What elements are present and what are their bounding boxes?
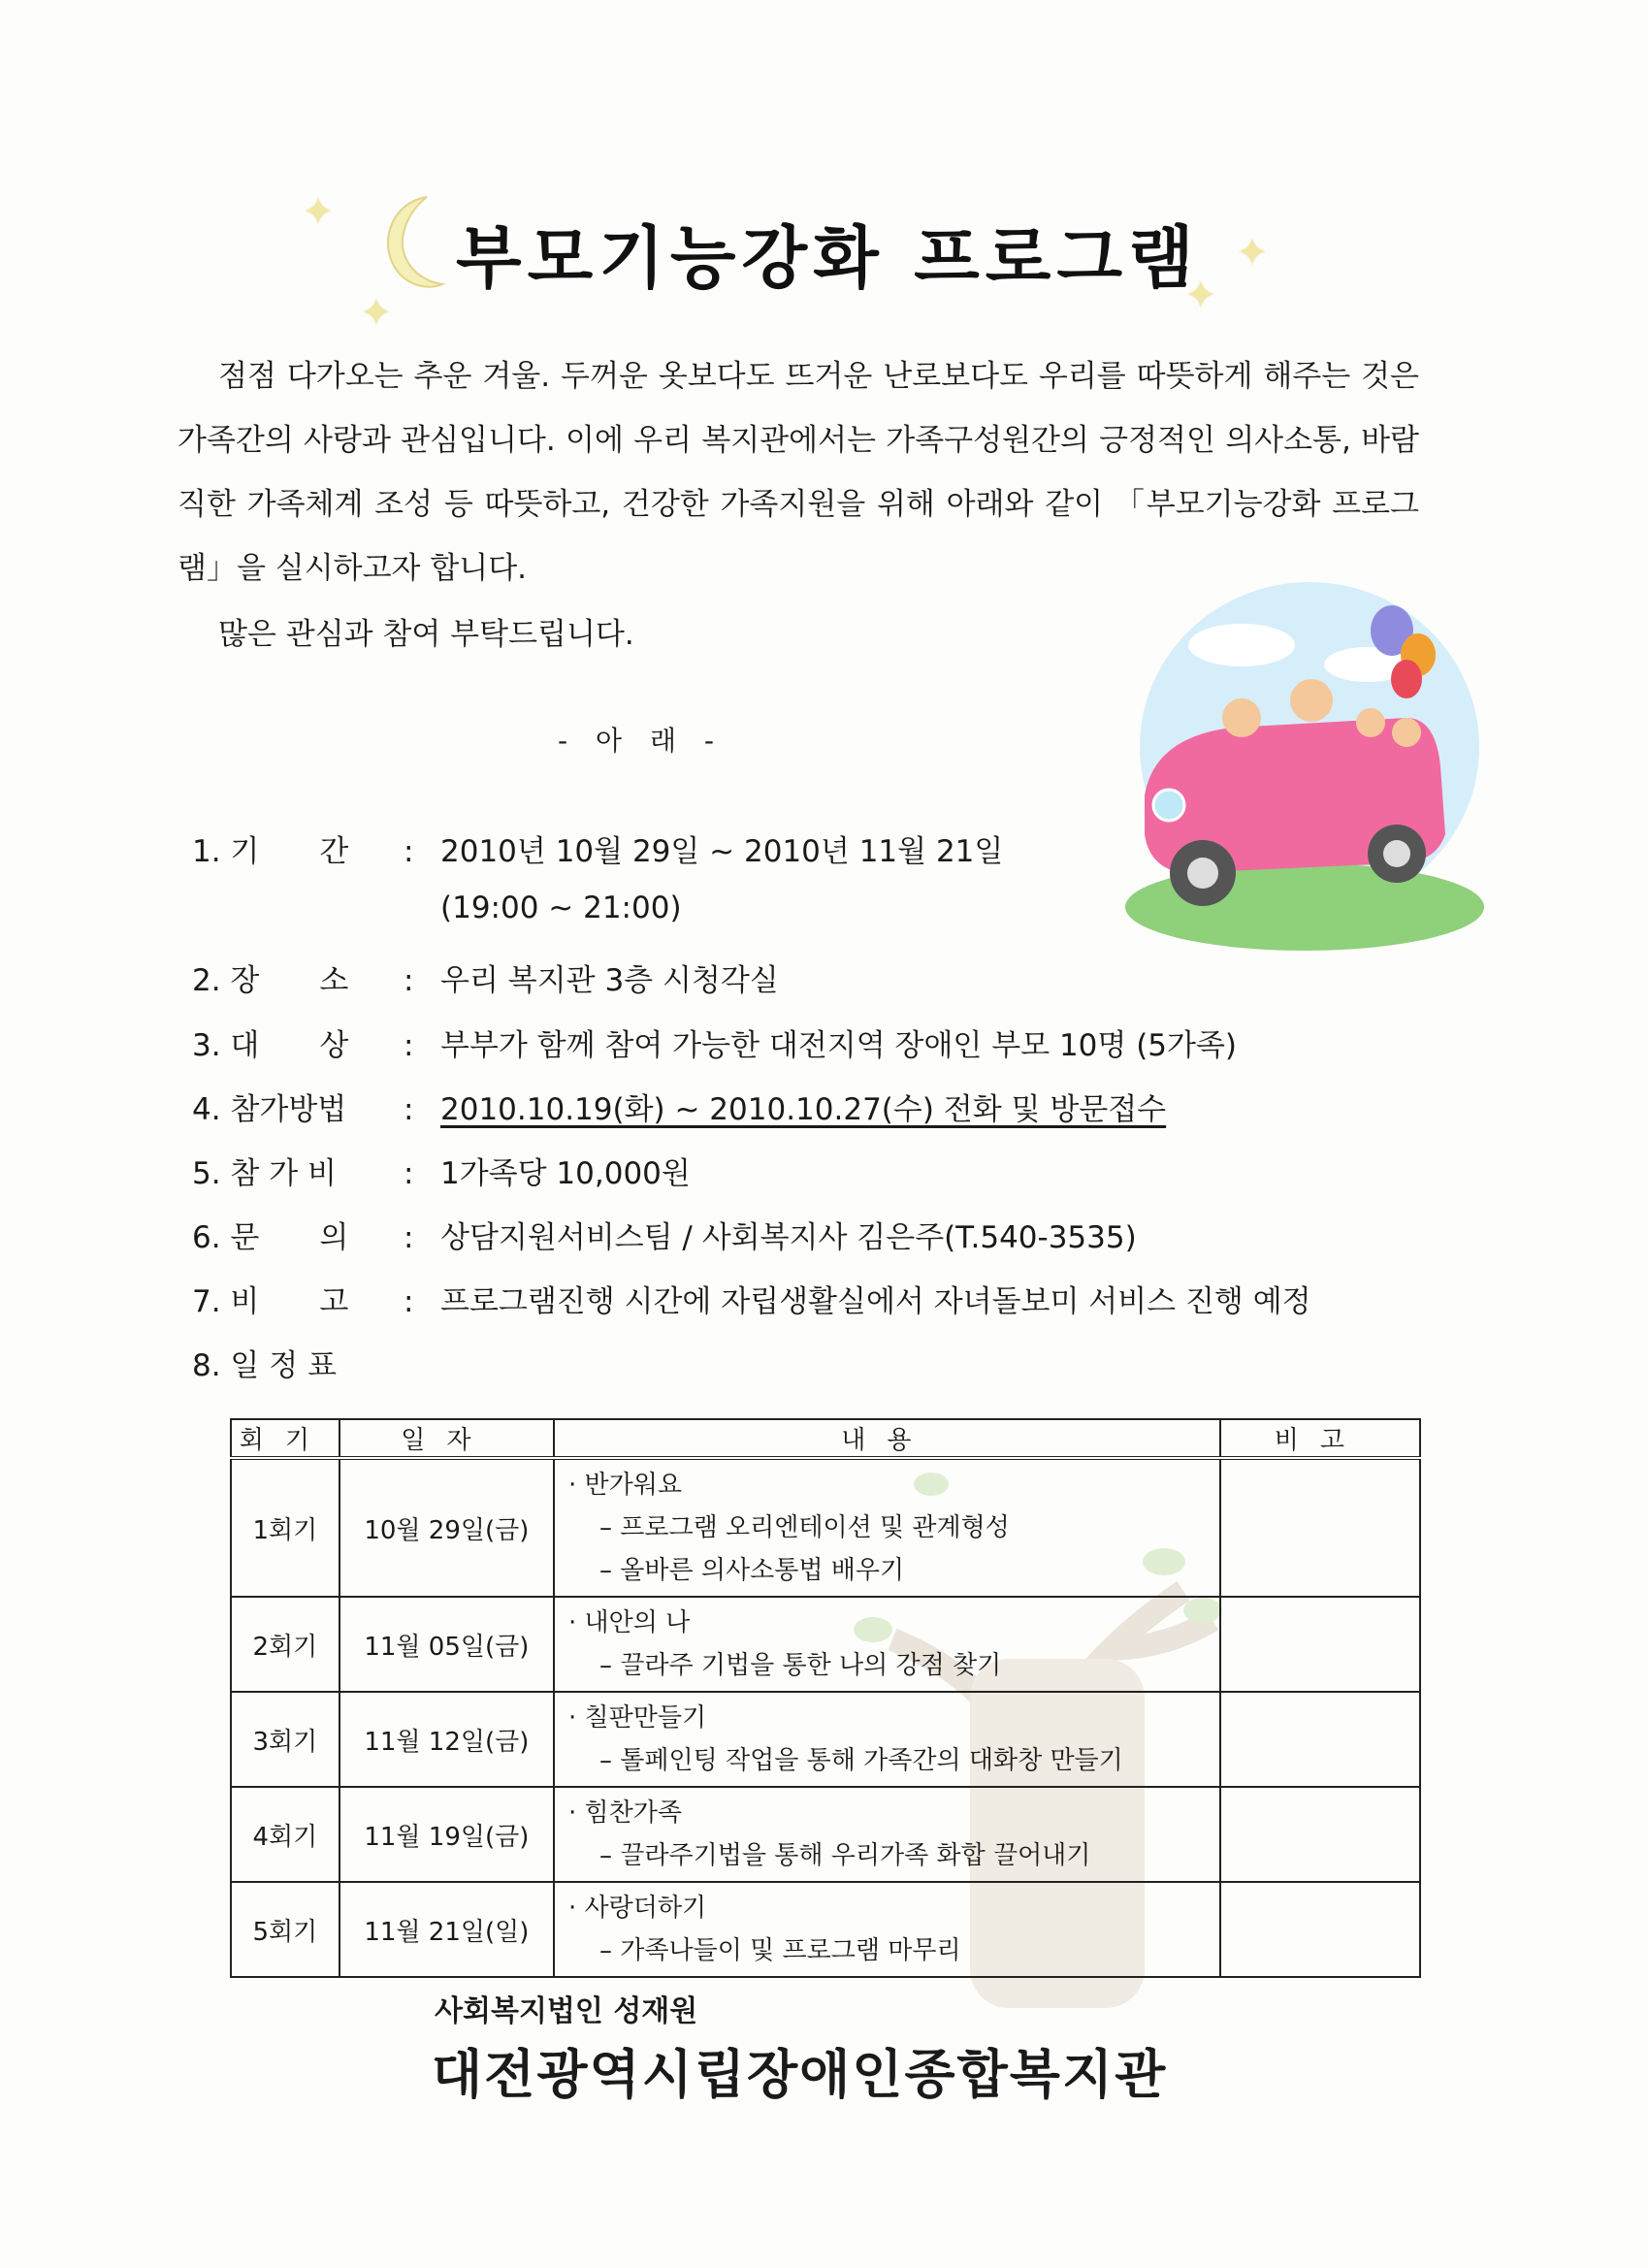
session-cell: 2회기 xyxy=(231,1597,340,1692)
note-cell xyxy=(1220,1458,1420,1597)
session-cell: 1회기 xyxy=(231,1458,340,1597)
content-cell: · 힘찬가족 – 끌라주기법을 통해 우리가족 화합 끌어내기 xyxy=(554,1787,1220,1882)
organization-name: 대전광역시립장애인종합복지관 xyxy=(432,2044,1168,2105)
column-header: 비고 xyxy=(1220,1419,1420,1458)
colon: : xyxy=(404,1092,414,1127)
session-cell: 5회기 xyxy=(231,1882,340,1977)
star-icon: ✦ xyxy=(1237,231,1268,274)
schedule-table xyxy=(230,1418,1421,1978)
column-header: 일자 xyxy=(340,1419,554,1458)
notice-heading: - 아 래 - xyxy=(558,725,725,757)
detail-location: 2. 장 소 : 우리 복지관 3층 시청각실 xyxy=(192,963,779,998)
table-header-row xyxy=(231,1419,1420,1458)
detail-fee: 5. 참 가 비 : 1가족당 10,000원 xyxy=(192,1156,691,1191)
content-cell: · 사랑더하기 – 가족나들이 및 프로그램 마무리 xyxy=(554,1882,1220,1977)
note-cell xyxy=(1220,1882,1420,1977)
table-row xyxy=(231,1787,1420,1882)
table-row xyxy=(231,1692,1420,1787)
detail-target: 3. 대 상 : 부부가 함께 참여 가능한 대전지역 장애인 부모 10명 (5가족) xyxy=(192,1028,1237,1063)
colon: : xyxy=(404,1220,414,1255)
colon: : xyxy=(404,834,414,869)
detail-contact: 6. 문 의 : 상담지원서비스팀 / 사회복지사 김은주(T.540-3535) xyxy=(192,1220,1137,1255)
date-cell: 10월 29일(금) xyxy=(340,1458,554,1597)
intro-closing: 많은 관심과 참여 부탁드립니다. xyxy=(218,617,634,652)
detail-application: 4. 참가방법 : 2010.10.19(화) ~ 2010.10.27(수) 전화 및 방문접수 xyxy=(192,1092,1167,1127)
content-cell: · 칠판만들기 – 톨페인팅 작업을 통해 가족간의 대화창 만들기 xyxy=(554,1692,1220,1787)
content-cell: · 반가워요 – 프로그램 오리엔테이션 및 관계형성 – 올바른 의사소통법 배우기 xyxy=(554,1458,1220,1597)
table-row xyxy=(231,1458,1420,1597)
family-car-illustration xyxy=(1116,572,1494,951)
column-header: 내용 xyxy=(554,1419,1220,1458)
page-title: 부모기능강화 프로그램 xyxy=(456,218,1200,298)
session-cell: 3회기 xyxy=(231,1692,340,1787)
note-cell xyxy=(1220,1597,1420,1692)
date-cell: 11월 05일(금) xyxy=(340,1597,554,1692)
foundation-name: 사회복지법인 성재원 xyxy=(435,1994,698,2028)
detail-time: (19:00 ~ 21:00) xyxy=(440,891,682,925)
intro-paragraph: 점점 다가오는 추운 겨울. 두꺼운 옷보다도 뜨거운 난로보다도 우리를 따뜻하게 해주는 것은 가족간의 사랑과 관심입니다. 이에 우리 복지관에서는 가족구성원간의 긍정적인 의사소통, 바람직한 가족체계 조성 등 따뜻하고, 건강한 가족지원을 위해 아래와 같이 「부모기능강화 프로그램」을 실시하고자 합니다. xyxy=(178,359,1419,586)
detail-remarks: 7. 비 고 : 프로그램진행 시간에 자립생활실에서 자녀돌보미 서비스 진행 예정 xyxy=(192,1284,1311,1319)
colon: : xyxy=(404,963,414,998)
column-header: 회기 xyxy=(231,1419,340,1458)
date-cell: 11월 21일(일) xyxy=(340,1882,554,1977)
star-icon: ✦ xyxy=(303,190,334,233)
note-cell xyxy=(1220,1787,1420,1882)
detail-schedule-heading: 8. 일 정 표 xyxy=(192,1348,337,1383)
table-row xyxy=(231,1597,1420,1692)
intro-text xyxy=(178,344,1419,600)
note-cell xyxy=(1220,1692,1420,1787)
session-cell: 4회기 xyxy=(231,1787,340,1882)
content-cell: · 내안의 나 – 끌라주 기법을 통한 나의 강점 찾기 xyxy=(554,1597,1220,1692)
colon: : xyxy=(404,1028,414,1063)
table-row xyxy=(231,1882,1420,1977)
star-icon: ✦ xyxy=(1185,274,1216,316)
detail-period: 1. 기 간 : 2010년 10월 29일 ~ 2010년 11월 21일 xyxy=(192,834,1004,869)
star-icon: ✦ xyxy=(361,291,392,334)
date-cell: 11월 19일(금) xyxy=(340,1787,554,1882)
date-cell: 11월 12일(금) xyxy=(340,1692,554,1787)
colon: : xyxy=(404,1284,414,1319)
crescent-moon-icon xyxy=(369,189,446,296)
colon: : xyxy=(404,1156,414,1191)
